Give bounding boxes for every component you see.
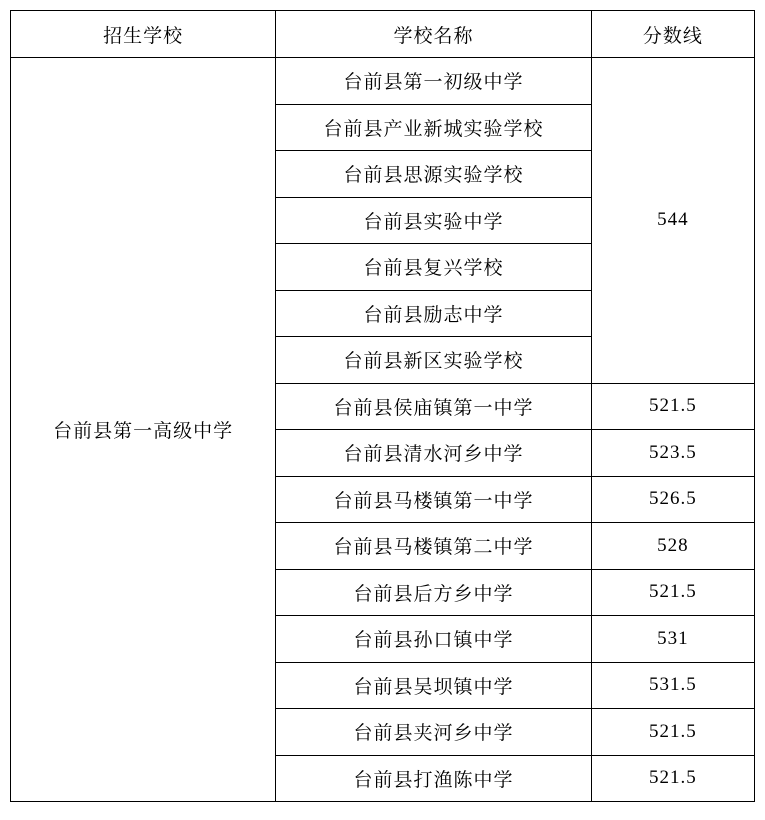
school-name-cell: 台前县后方乡中学 bbox=[276, 569, 591, 616]
admission-score-table bbox=[10, 10, 755, 802]
school-name-cell: 台前县侯庙镇第一中学 bbox=[276, 383, 591, 430]
score-line-cell: 526.5 bbox=[591, 476, 754, 523]
score-line-cell: 521.5 bbox=[591, 383, 754, 430]
school-name-cell: 台前县产业新城实验学校 bbox=[276, 104, 591, 151]
header-school-name: 学校名称 bbox=[276, 11, 591, 58]
school-name-cell: 台前县第一初级中学 bbox=[276, 58, 591, 105]
score-line-cell: 523.5 bbox=[591, 430, 754, 477]
table-header-row bbox=[11, 11, 755, 58]
score-line-cell: 531 bbox=[591, 616, 754, 663]
school-name-cell: 台前县思源实验学校 bbox=[276, 151, 591, 198]
table-header bbox=[11, 11, 755, 58]
school-name-cell: 台前县励志中学 bbox=[276, 290, 591, 337]
school-name-cell: 台前县新区实验学校 bbox=[276, 337, 591, 384]
school-name-cell: 台前县吴坝镇中学 bbox=[276, 662, 591, 709]
school-name-cell: 台前县马楼镇第一中学 bbox=[276, 476, 591, 523]
admission-school-cell: 台前县第一高级中学 bbox=[11, 58, 276, 802]
school-name-cell: 台前县马楼镇第二中学 bbox=[276, 523, 591, 570]
score-line-cell: 521.5 bbox=[591, 569, 754, 616]
table-body bbox=[11, 58, 755, 802]
school-name-cell: 台前县打渔陈中学 bbox=[276, 755, 591, 802]
score-line-cell: 544 bbox=[591, 58, 754, 384]
header-score-line: 分数线 bbox=[591, 11, 754, 58]
score-line-cell: 531.5 bbox=[591, 662, 754, 709]
school-name-cell: 台前县孙口镇中学 bbox=[276, 616, 591, 663]
school-name-cell: 台前县复兴学校 bbox=[276, 244, 591, 291]
school-name-cell: 台前县清水河乡中学 bbox=[276, 430, 591, 477]
school-name-cell: 台前县实验中学 bbox=[276, 197, 591, 244]
score-line-cell: 521.5 bbox=[591, 755, 754, 802]
table-row bbox=[11, 58, 755, 105]
header-admission-school: 招生学校 bbox=[11, 11, 276, 58]
school-name-cell: 台前县夹河乡中学 bbox=[276, 709, 591, 756]
score-line-cell: 521.5 bbox=[591, 709, 754, 756]
score-line-cell: 528 bbox=[591, 523, 754, 570]
